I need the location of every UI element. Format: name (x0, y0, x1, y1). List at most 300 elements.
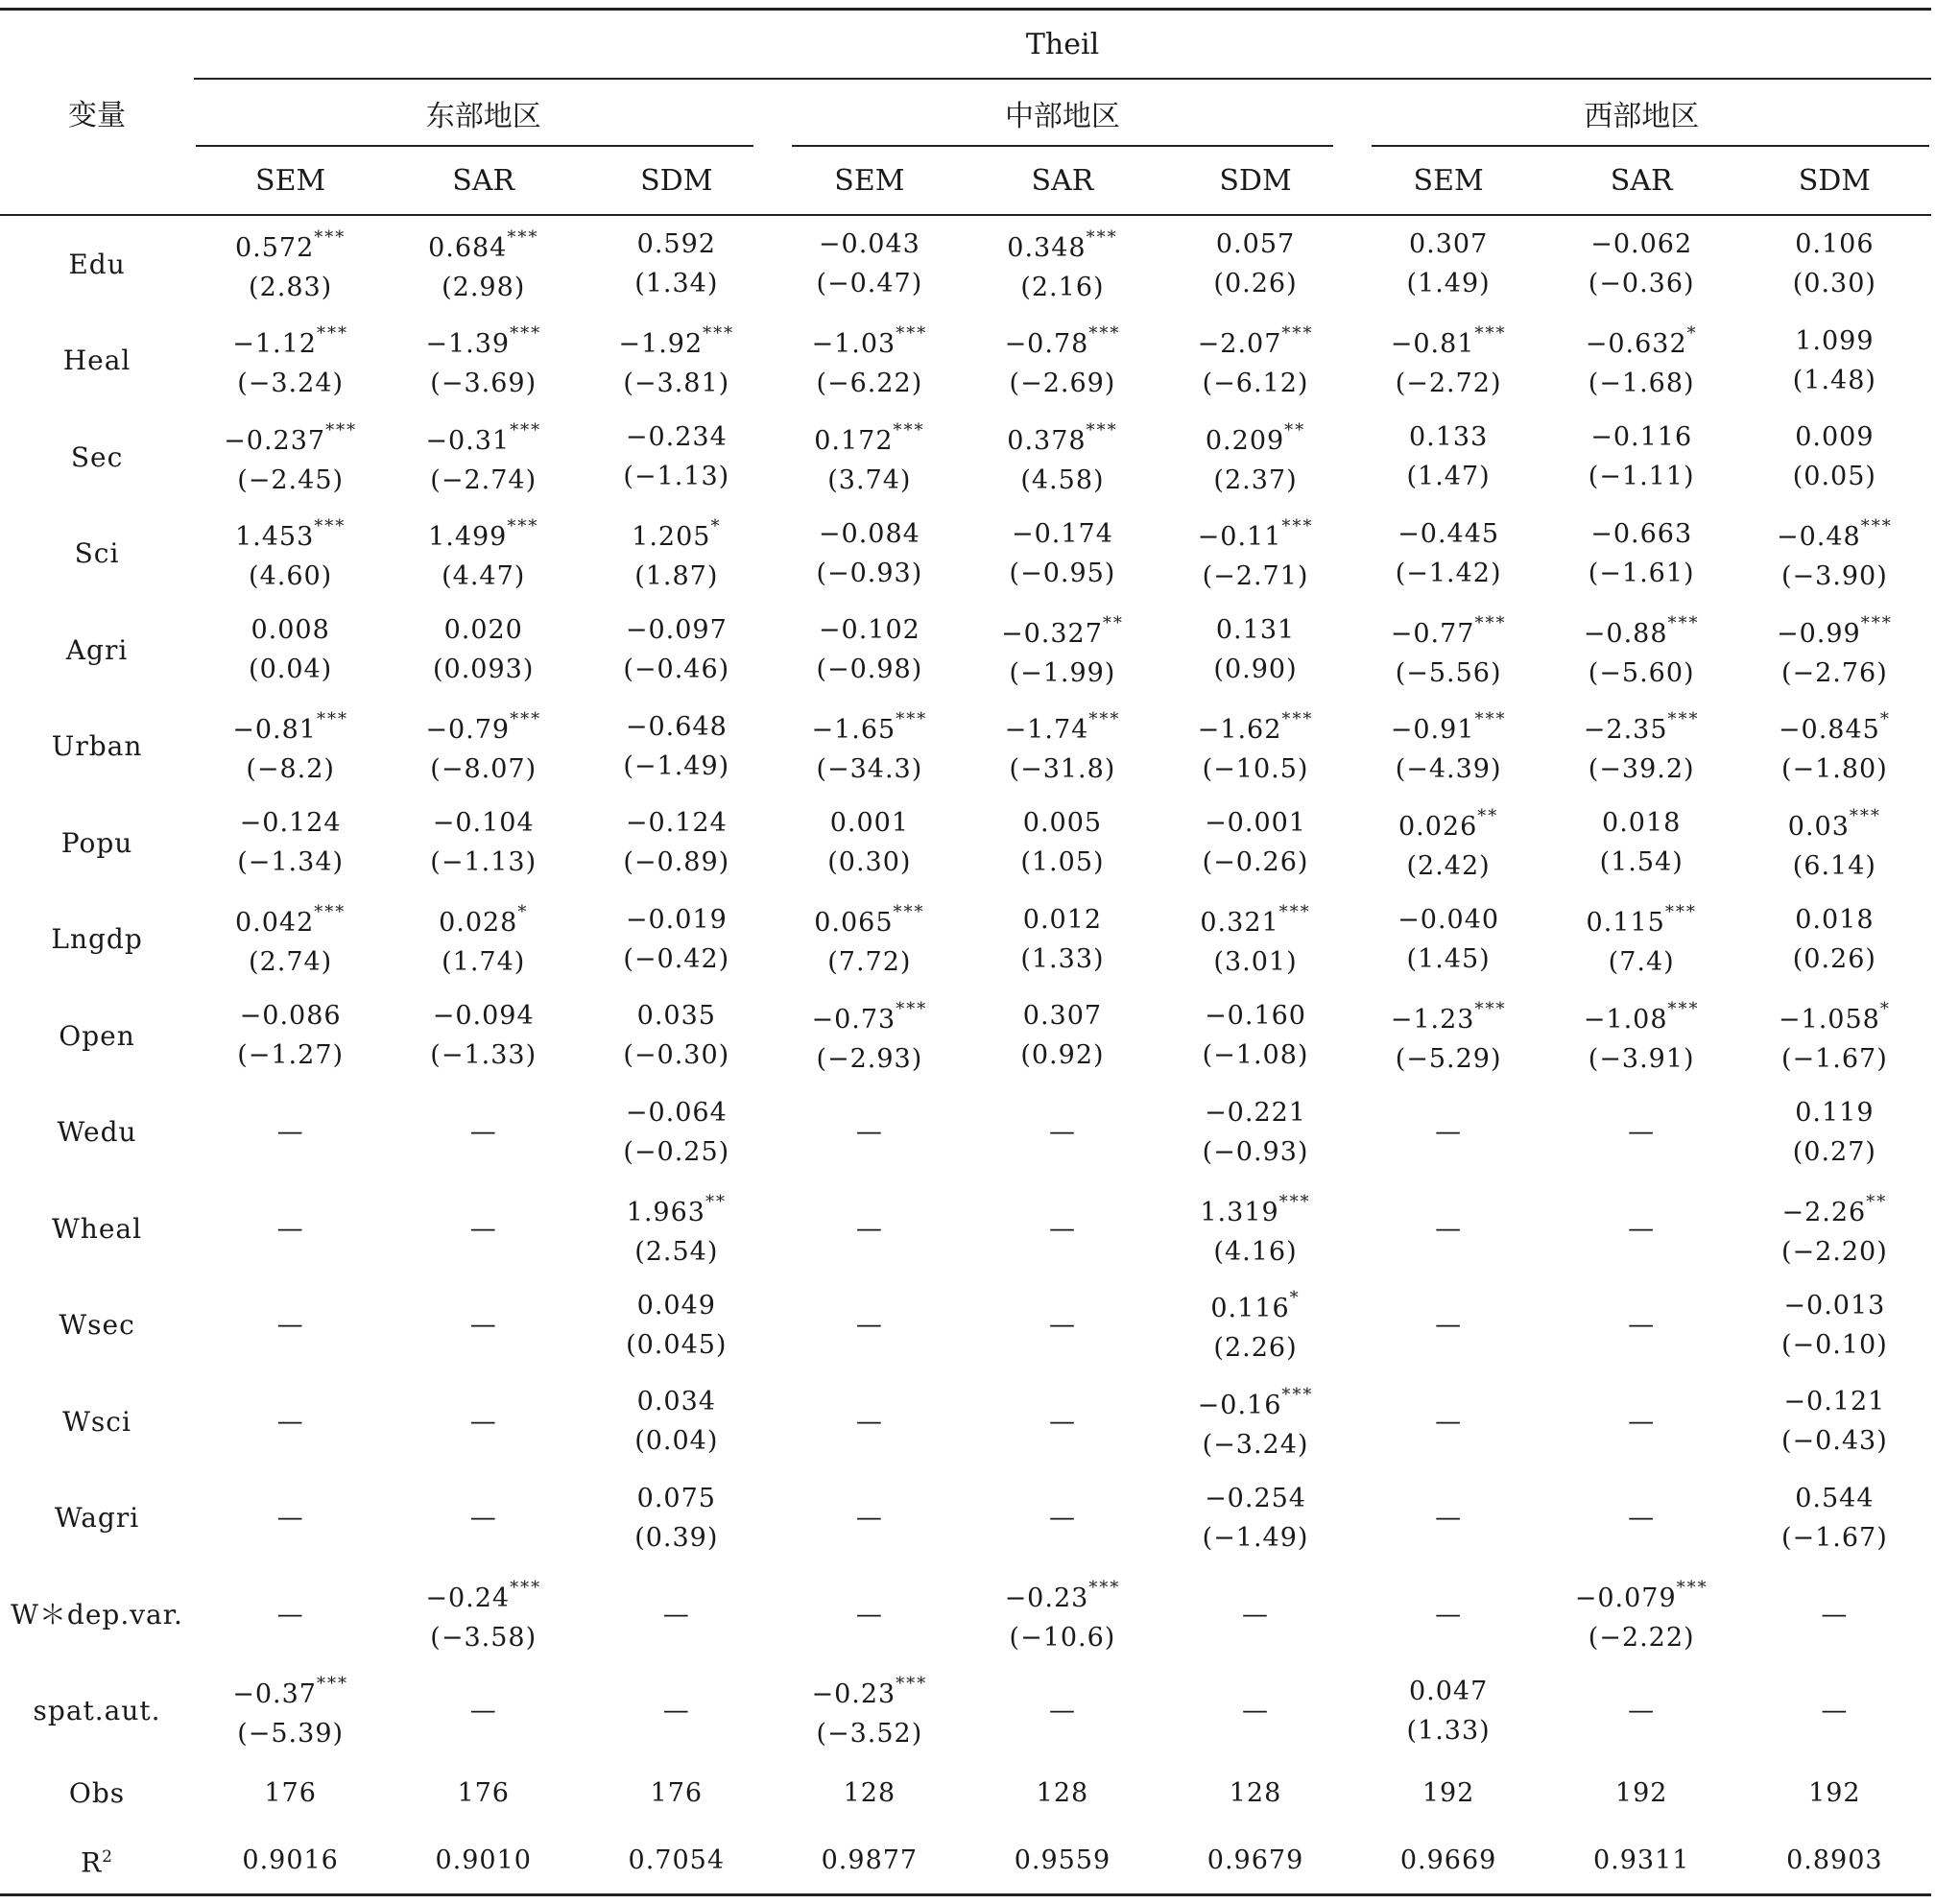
t-statistic: (−2.71) (1202, 561, 1309, 592)
coefficient-value (1159, 511, 1351, 557)
t-statistic: (−0.36) (1588, 269, 1695, 299)
table-cell (1738, 988, 1931, 1084)
table-cell (194, 988, 387, 1084)
coefficient-value (1159, 318, 1351, 364)
coefficient-number: — (1435, 1310, 1463, 1341)
table-cell (387, 1180, 580, 1277)
t-statistic: (2.54) (634, 1236, 719, 1267)
table-cell (1352, 892, 1545, 988)
coefficient-value (387, 803, 580, 843)
r-squared-label: R (81, 1846, 103, 1879)
table-cell (1738, 409, 1931, 506)
coefficient-value (1352, 514, 1545, 554)
obs-value: 192 (1421, 1777, 1475, 1808)
table-row (0, 988, 1931, 1084)
coefficient-value (966, 900, 1159, 940)
t-statistic: (−8.2) (246, 754, 335, 785)
t-statistic: (2.16) (1020, 272, 1105, 302)
table-cell (1545, 1373, 1738, 1470)
coefficient-value (387, 1691, 580, 1730)
coefficient-value (1159, 415, 1351, 461)
coefficient-value (773, 225, 966, 264)
t-statistic: (−1.13) (430, 847, 538, 878)
coefficient-value (773, 1595, 966, 1634)
table-cell (773, 506, 966, 603)
coefficient-value (1352, 1209, 1545, 1249)
t-statistic: (4.60) (249, 561, 333, 592)
table-cell (966, 409, 1159, 506)
table-cell (580, 1663, 773, 1760)
coefficient-number: −0.102 (818, 615, 920, 646)
coefficient-number: 0.131 (1215, 615, 1296, 646)
coefficient-value (194, 1498, 387, 1537)
table-cell (1738, 1470, 1931, 1567)
coefficient-value (387, 1402, 580, 1441)
t-statistic: (1.49) (1406, 269, 1491, 299)
coefficient-number: 0.020 (443, 615, 523, 646)
coefficient-number: — (1435, 1406, 1463, 1437)
significance-stars: *** (507, 226, 539, 248)
coefficient-number: 1.963 (626, 1197, 705, 1227)
coefficient-number: −1.62 (1197, 715, 1282, 746)
table-cell (194, 1084, 387, 1181)
coefficient-number: −1.74 (1004, 715, 1089, 746)
t-statistic: (1.47) (1406, 462, 1491, 492)
coefficient-value (387, 1209, 580, 1249)
coefficient-number: — (1821, 1696, 1849, 1726)
region-header-west: 西部地区 (1352, 79, 1931, 147)
t-statistic: (−0.98) (816, 654, 923, 685)
t-statistic: (0.04) (249, 654, 333, 685)
t-statistic: (−2.76) (1780, 657, 1888, 688)
table-cell (1352, 1180, 1545, 1277)
table-cell (1545, 215, 1738, 313)
significance-stars: *** (1664, 902, 1697, 923)
t-statistic: (4.58) (1020, 464, 1105, 495)
row-label: Heal (62, 345, 131, 377)
table-cell (773, 988, 966, 1084)
coefficient-value (1545, 514, 1738, 554)
table-cell (580, 313, 773, 410)
table-cell (1545, 1084, 1738, 1181)
table-cell (194, 215, 387, 313)
table-cell (1352, 1084, 1545, 1181)
coefficient-value (773, 896, 966, 942)
table-cell (1352, 1373, 1545, 1470)
coefficient-number: — (276, 1213, 304, 1244)
coefficient-value (1352, 993, 1545, 1039)
significance-stars: ** (1284, 419, 1306, 440)
table-cell (1738, 1084, 1931, 1181)
table-header (0, 10, 1931, 216)
coefficient-value (1159, 1479, 1351, 1518)
row-label: Lngdp (51, 923, 143, 956)
coefficient-value (966, 1209, 1159, 1249)
coefficient-number: — (1628, 1310, 1656, 1341)
table-cell (773, 1566, 966, 1663)
t-statistic: (1.33) (1020, 943, 1105, 974)
table-row (0, 1663, 1931, 1760)
t-statistic: (−3.91) (1588, 1043, 1695, 1074)
t-statistic: (0.04) (634, 1426, 719, 1457)
coefficient-number: −0.663 (1590, 518, 1693, 549)
coefficient-value (194, 610, 387, 650)
t-statistic: (2.74) (249, 947, 333, 978)
coefficient-value (1352, 417, 1545, 457)
significance-stars: *** (510, 419, 542, 440)
coefficient-value (1738, 703, 1931, 750)
coefficient-value (966, 1498, 1159, 1537)
coefficient-number: −0.77 (1390, 618, 1475, 649)
coefficient-number: −2.26 (1781, 1197, 1867, 1227)
t-statistic: (−2.93) (816, 1043, 923, 1074)
coefficient-value (194, 803, 387, 843)
t-statistic: (0.05) (1792, 462, 1876, 492)
significance-stars: *** (510, 1577, 542, 1598)
t-statistic: (−2.74) (430, 464, 538, 495)
t-statistic: (−5.60) (1588, 657, 1695, 688)
table-cell (580, 409, 773, 506)
coefficient-number: −0.001 (1205, 808, 1306, 839)
coefficient-number: — (855, 1406, 883, 1437)
coefficient-number: — (1435, 1503, 1463, 1534)
coefficient-number: — (855, 1117, 883, 1148)
table-cell (580, 892, 773, 988)
coefficient-number: −0.040 (1398, 904, 1500, 935)
coefficient-number: 0.133 (1408, 422, 1489, 453)
coefficient-value (387, 703, 580, 750)
coefficient-number: — (1435, 1117, 1463, 1148)
t-statistic: (0.92) (1020, 1040, 1105, 1071)
coefficient-number: −0.084 (818, 518, 920, 549)
coefficient-number: 0.065 (814, 908, 894, 939)
table-cell (387, 892, 580, 988)
significance-stars: *** (1667, 709, 1700, 730)
table-row (0, 313, 1931, 410)
coefficient-number: 0.042 (234, 908, 315, 939)
coefficient-number: −0.160 (1205, 1001, 1306, 1032)
coefficient-number: −0.043 (818, 229, 920, 260)
t-statistic: (−5.39) (237, 1719, 345, 1749)
table-cell (1159, 1566, 1351, 1663)
t-statistic: (−0.93) (1202, 1136, 1309, 1167)
table-cell (1545, 602, 1738, 699)
coefficient-value (966, 803, 1159, 843)
coefficient-number: −1.23 (1390, 1004, 1475, 1035)
table-cell (1738, 215, 1931, 313)
coefficient-value (966, 318, 1159, 364)
table-cell (773, 409, 966, 506)
table-cell (1159, 409, 1351, 506)
coefficient-value (387, 1498, 580, 1537)
table-cell (580, 215, 773, 313)
coefficient-number: −0.013 (1783, 1290, 1886, 1321)
table-cell (1352, 215, 1545, 313)
table-cell (966, 602, 1159, 699)
coefficient-number: — (855, 1310, 883, 1341)
table-cell (194, 313, 387, 410)
table-cell (966, 313, 1159, 410)
coefficient-number: −0.11 (1197, 522, 1282, 553)
table-cell (194, 795, 387, 892)
t-statistic: (−3.81) (623, 369, 730, 399)
coefficient-number: 0.034 (636, 1387, 716, 1417)
t-statistic: (0.30) (1792, 269, 1876, 299)
t-statistic: (−10.5) (1202, 754, 1309, 785)
table-cell (580, 1470, 773, 1567)
coefficient-number: 0.209 (1205, 425, 1285, 456)
coefficient-value (1352, 900, 1545, 940)
table-cell (966, 1470, 1159, 1567)
significance-stars: *** (1088, 709, 1121, 730)
significance-stars: *** (325, 419, 358, 440)
table-cell (387, 1566, 580, 1663)
coefficient-number: −0.234 (625, 422, 728, 453)
significance-stars: * (517, 902, 529, 923)
coefficient-value (1738, 1186, 1931, 1232)
model-header: SAR (1545, 147, 1738, 215)
coefficient-number: −0.254 (1205, 1483, 1306, 1513)
row-label: W＊dep.var. (11, 1598, 183, 1630)
coefficient-value (1738, 1595, 1931, 1634)
significance-stars: *** (1088, 323, 1121, 345)
coefficient-value (580, 1186, 773, 1232)
table-cell (1159, 602, 1351, 699)
significance-stars: *** (507, 516, 539, 537)
significance-stars: *** (1474, 612, 1507, 633)
significance-stars: *** (317, 709, 348, 730)
significance-stars: *** (314, 226, 346, 248)
table-cell (1545, 506, 1738, 603)
coefficient-value (773, 1668, 966, 1714)
row-label: Wagri (54, 1502, 140, 1535)
table-cell (1159, 1663, 1351, 1760)
t-statistic: (6.14) (1792, 850, 1876, 881)
regression-table-container (0, 8, 1931, 1896)
t-statistic: (−2.45) (237, 464, 345, 495)
coefficient-value (1159, 1691, 1351, 1730)
r-squared-value: 0.9679 (1159, 1826, 1351, 1895)
coefficient-value (1545, 1112, 1738, 1152)
table-cell (966, 506, 1159, 603)
t-statistic: (1.45) (1406, 943, 1491, 974)
table-cell (194, 892, 387, 988)
table-cell (966, 1663, 1159, 1760)
r-squared-row (0, 1826, 1931, 1895)
t-statistic: (−0.10) (1780, 1329, 1888, 1360)
coefficient-value (966, 514, 1159, 554)
coefficient-value (773, 1209, 966, 1249)
table-body (0, 215, 1931, 1895)
coefficient-number: 0.012 (1022, 904, 1103, 935)
row-label: Agri (65, 633, 129, 666)
coefficient-number: — (276, 1599, 304, 1630)
row-label: Sci (74, 537, 120, 570)
t-statistic: (−0.30) (623, 1040, 730, 1071)
t-statistic: (−3.69) (430, 369, 538, 399)
coefficient-value (1352, 318, 1545, 364)
coefficient-value (1159, 1282, 1351, 1328)
coefficient-number: — (1242, 1696, 1270, 1726)
table-cell (1159, 215, 1351, 313)
coefficient-value (1545, 225, 1738, 264)
coefficient-value (1545, 318, 1738, 364)
coefficient-number: — (1435, 1599, 1463, 1630)
coefficient-value (580, 803, 773, 843)
coefficient-value (1738, 900, 1931, 940)
region-header-central: 中部地区 (773, 79, 1351, 147)
table-cell (1159, 1084, 1351, 1181)
table-cell (580, 1566, 773, 1663)
coefficient-number: −0.81 (232, 715, 317, 746)
coefficient-number: −0.81 (1390, 329, 1475, 360)
t-statistic: (−0.43) (1780, 1426, 1888, 1457)
coefficient-number: −0.79 (425, 715, 511, 746)
coefficient-value (966, 703, 1159, 750)
t-statistic: (−5.56) (1395, 657, 1502, 688)
coefficient-number: — (276, 1406, 304, 1437)
region-header-east: 东部地区 (194, 79, 773, 147)
coefficient-number: −0.097 (625, 615, 728, 646)
table-cell (966, 699, 1159, 796)
coefficient-value (1545, 1498, 1738, 1537)
coefficient-number: 0.544 (1795, 1483, 1875, 1513)
table-cell (1352, 409, 1545, 506)
coefficient-value (580, 1382, 773, 1421)
significance-stars: *** (1086, 419, 1118, 440)
t-statistic: (−1.68) (1588, 369, 1695, 399)
coefficient-number: −1.65 (811, 715, 896, 746)
table-cell (387, 1084, 580, 1181)
row-label: Sec (70, 440, 124, 473)
table-cell (1738, 1180, 1931, 1277)
coefficient-value (1352, 1402, 1545, 1441)
coefficient-value (1159, 225, 1351, 264)
coefficient-value (1352, 800, 1545, 846)
coefficient-value (1545, 607, 1738, 654)
significance-stars: *** (1281, 516, 1314, 537)
coefficient-value (966, 1691, 1159, 1730)
t-statistic: (−1.80) (1780, 754, 1888, 785)
table-cell (194, 409, 387, 506)
coefficient-number: — (1628, 1117, 1656, 1148)
coefficient-number: 0.026 (1398, 811, 1478, 842)
coefficient-number: 0.172 (814, 425, 894, 456)
coefficient-number: — (276, 1310, 304, 1341)
coefficient-number: 0.684 (428, 232, 508, 263)
t-statistic: (0.30) (827, 847, 912, 878)
table-cell (966, 988, 1159, 1084)
table-cell (1159, 1373, 1351, 1470)
t-statistic: (−1.13) (623, 462, 730, 492)
coefficient-number: −1.058 (1778, 1004, 1880, 1035)
significance-stars: *** (1281, 709, 1314, 730)
coefficient-value (387, 1305, 580, 1345)
model-header: SDM (1159, 147, 1351, 215)
coefficient-number: −0.23 (811, 1679, 896, 1710)
t-statistic: (−2.69) (1009, 369, 1116, 399)
table-cell (1352, 602, 1545, 699)
obs-value: 176 (264, 1777, 317, 1808)
table-cell (773, 313, 966, 410)
significance-stars: *** (893, 419, 925, 440)
t-statistic: (1.33) (1406, 1715, 1491, 1746)
coefficient-number: −1.92 (618, 329, 704, 360)
table-cell (773, 699, 966, 796)
significance-stars: *** (1474, 998, 1507, 1019)
model-header: SDM (1738, 147, 1931, 215)
coefficient-value (580, 318, 773, 364)
table-cell (580, 988, 773, 1084)
coefficient-number: −0.116 (1590, 422, 1693, 453)
significance-stars: *** (1860, 612, 1893, 633)
t-statistic: (−5.29) (1395, 1043, 1502, 1074)
coefficient-value (773, 993, 966, 1039)
table-cell (966, 1084, 1159, 1181)
significance-stars: *** (1474, 709, 1507, 730)
table-cell (387, 795, 580, 892)
table-cell (1545, 988, 1738, 1084)
coefficient-value (580, 1595, 773, 1634)
row-label: Popu (60, 826, 133, 859)
table-cell (1545, 1277, 1738, 1374)
coefficient-number: −0.221 (1205, 1097, 1306, 1128)
coefficient-value (580, 511, 773, 557)
coefficient-value (580, 1479, 773, 1518)
coefficient-value (1738, 800, 1931, 846)
significance-stars: *** (1474, 323, 1507, 345)
table-cell (1738, 1566, 1931, 1663)
coefficient-value (773, 703, 966, 750)
table-cell (387, 1663, 580, 1760)
table-cell (1545, 1566, 1738, 1663)
t-statistic: (−1.49) (1202, 1522, 1309, 1553)
t-statistic: (−2.22) (1588, 1622, 1695, 1653)
r-squared-value: 0.9010 (387, 1826, 580, 1895)
table-cell (1352, 988, 1545, 1084)
coefficient-value (194, 1402, 387, 1441)
coefficient-number: −0.73 (811, 1004, 896, 1035)
significance-stars: *** (896, 998, 928, 1019)
coefficient-value (1352, 1672, 1545, 1711)
t-statistic: (−1.99) (1009, 657, 1116, 688)
table-cell (1545, 1180, 1738, 1277)
significance-stars: * (1289, 1288, 1301, 1309)
coefficient-value (387, 222, 580, 268)
coefficient-value (1352, 225, 1545, 264)
table-row (0, 892, 1931, 988)
coefficient-number: — (1242, 1599, 1270, 1630)
coefficient-value (1738, 1691, 1931, 1730)
table-cell (387, 1277, 580, 1374)
t-statistic: (−3.24) (1202, 1429, 1309, 1460)
variable-column-header: 变量 (0, 10, 194, 216)
t-statistic: (−4.39) (1395, 754, 1502, 785)
coefficient-value (1545, 703, 1738, 750)
significance-stars: *** (1278, 902, 1311, 923)
coefficient-number: −0.48 (1776, 522, 1861, 553)
t-statistic: (1.54) (1599, 847, 1684, 878)
row-label: Wsci (62, 1405, 131, 1438)
coefficient-number: 0.047 (1408, 1676, 1489, 1706)
coefficient-number: 0.106 (1795, 229, 1875, 260)
coefficient-number: — (1048, 1503, 1076, 1534)
coefficient-number: 0.005 (1022, 808, 1103, 839)
significance-stars: *** (314, 902, 346, 923)
table-cell (1352, 1663, 1545, 1760)
table-cell (1352, 313, 1545, 410)
coefficient-value (773, 610, 966, 650)
